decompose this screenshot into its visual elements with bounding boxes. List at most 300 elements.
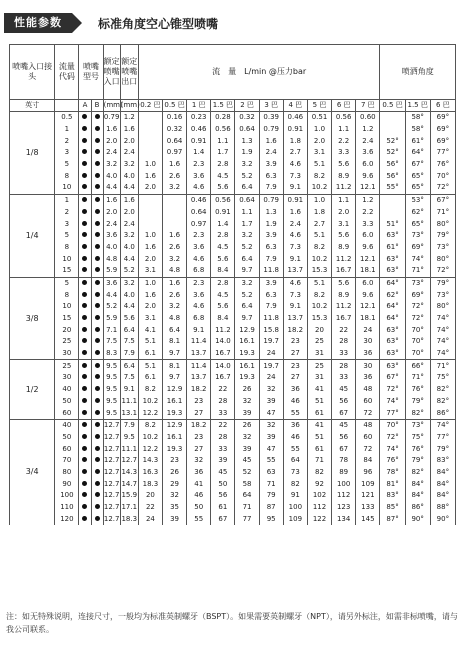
model-cell — [79, 372, 91, 384]
flow-code: 8 — [55, 289, 79, 301]
spray-angle: 73° — [405, 230, 430, 242]
flow-code: 30 — [55, 348, 79, 360]
flow-code: 60 — [55, 443, 79, 455]
flow-code: 5 — [55, 159, 79, 171]
flow-value — [138, 124, 162, 136]
table-row — [10, 372, 456, 384]
table-row — [10, 277, 456, 289]
flow-value — [138, 147, 162, 159]
flow-code: 90 — [55, 478, 79, 490]
flow-value: 77 — [235, 513, 259, 525]
spray-angle: 80° — [430, 301, 455, 313]
table-row — [10, 124, 456, 136]
flow-value: 1.3 — [259, 207, 283, 219]
flow-value: 3.2 — [235, 159, 259, 171]
spray-angle: 75° — [430, 372, 455, 384]
flow-value: 1.8 — [307, 207, 331, 219]
flow-value: 9.1 — [283, 253, 307, 265]
flow-value: 2.2 — [356, 207, 380, 219]
flow-value: 5.6 — [332, 277, 356, 289]
flow-value: 67 — [332, 443, 356, 455]
flow-value: 6.8 — [187, 265, 211, 277]
flow-value: 5.1 — [307, 230, 331, 242]
available-dot-icon — [82, 267, 87, 272]
model-cell — [91, 182, 103, 194]
flow-value: 16.1 — [235, 360, 259, 372]
flow-value: 28 — [211, 396, 235, 408]
flow-value: 41 — [307, 384, 331, 396]
table-row — [10, 147, 456, 159]
model-cell — [91, 372, 103, 384]
available-dot-icon — [95, 244, 100, 249]
model-cell — [91, 147, 103, 159]
flow-value: 1.0 — [307, 194, 331, 206]
flow-value: 73 — [283, 467, 307, 479]
pressure-header: 1 巴 — [187, 100, 211, 112]
flow-value: 2.3 — [187, 159, 211, 171]
flow-value: 11.2 — [332, 253, 356, 265]
flow-value: 6.1 — [138, 348, 162, 360]
flow-value: 133 — [356, 502, 380, 514]
flow-value: 95 — [259, 513, 283, 525]
model-cell — [79, 135, 91, 147]
flow-value — [162, 207, 186, 219]
inlet-diameter: 2.4 — [103, 147, 120, 159]
spray-angle: 90° — [405, 513, 430, 525]
table-row — [10, 313, 456, 325]
available-dot-icon — [82, 374, 87, 379]
flow-value: 12.9 — [162, 419, 186, 431]
available-dot-icon — [82, 492, 87, 497]
outlet-diameter: 1.6 — [120, 194, 138, 206]
flow-value: 3.9 — [259, 277, 283, 289]
spray-angle: 73° — [405, 419, 430, 431]
pressure-header: 6 巴 — [332, 100, 356, 112]
flow-value: 14.0 — [211, 360, 235, 372]
flow-value: 5.1 — [138, 360, 162, 372]
inlet-diameter: 9.5 — [103, 407, 120, 419]
flow-value: 50 — [187, 502, 211, 514]
flow-value: 32 — [187, 455, 211, 467]
spray-angle: 84° — [430, 478, 455, 490]
flow-value: 2.0 — [138, 182, 162, 194]
flow-value: 112 — [307, 502, 331, 514]
spray-angle — [380, 124, 405, 136]
spray-angle: 74° — [430, 348, 455, 360]
flow-value: 8.9 — [332, 170, 356, 182]
spray-angle: 51° — [380, 218, 405, 230]
flow-value: 13.7 — [283, 265, 307, 277]
flow-value: 0.16 — [162, 112, 186, 124]
flow-value: 55 — [283, 407, 307, 419]
spray-angle: 65° — [405, 182, 430, 194]
flow-value: 1.0 — [138, 159, 162, 171]
flow-value: 33 — [211, 443, 235, 455]
col-flow-code: 流量代码 — [55, 45, 79, 100]
flow-value: 31 — [307, 348, 331, 360]
flow-value: 3.6 — [356, 147, 380, 159]
inlet-diameter: 2.0 — [103, 207, 120, 219]
flow-value: 16.7 — [211, 348, 235, 360]
available-dot-icon — [95, 363, 100, 368]
flow-value: 7.9 — [259, 182, 283, 194]
flow-value: 5.2 — [235, 289, 259, 301]
flow-value: 6.0 — [356, 230, 380, 242]
available-dot-icon — [95, 126, 100, 131]
badge-arrow-icon — [72, 13, 82, 33]
flow-value: 39 — [259, 432, 283, 444]
flow-value: 35 — [162, 502, 186, 514]
spray-angle: 55° — [380, 182, 405, 194]
flow-value: 2.6 — [162, 242, 186, 254]
flow-value: 16.3 — [138, 467, 162, 479]
model-cell — [79, 182, 91, 194]
flow-value: 2.0 — [332, 207, 356, 219]
spray-angle: 80° — [430, 218, 455, 230]
table-row — [10, 289, 456, 301]
flow-value: 0.64 — [162, 135, 186, 147]
table-row — [10, 230, 456, 242]
flow-value: 2.6 — [162, 289, 186, 301]
inlet-size: 3/4 — [10, 419, 55, 525]
flow-value: 3.1 — [332, 218, 356, 230]
model-cell — [91, 194, 103, 206]
model-cell — [91, 419, 103, 431]
flow-code: 10 — [55, 301, 79, 313]
flow-value: 10.2 — [307, 253, 331, 265]
flow-value: 2.2 — [332, 135, 356, 147]
footnote: 注：如无特殊说明，连接尺寸，一般均为标准英制螺牙（BSPT）。如果需要英制螺牙（NPT），请另外标注，如需非标喷嘴，请与我公司联系。 — [6, 612, 458, 634]
spray-angle: 67° — [405, 159, 430, 171]
flow-value: 15.3 — [307, 313, 331, 325]
flow-value: 0.91 — [211, 207, 235, 219]
flow-value: 1.6 — [162, 230, 186, 242]
table-row — [10, 159, 456, 171]
available-dot-icon — [82, 303, 87, 308]
flow-value: 8.9 — [332, 242, 356, 254]
flow-value: 8.9 — [332, 289, 356, 301]
flow-code: 3 — [55, 218, 79, 230]
flow-value: 51 — [307, 396, 331, 408]
spray-angle: 63° — [380, 360, 405, 372]
flow-value: 18.2 — [187, 419, 211, 431]
flow-value: 3.2 — [162, 253, 186, 265]
flow-value: 3.3 — [356, 218, 380, 230]
flow-value: 9.6 — [356, 242, 380, 254]
flow-value: 20 — [138, 490, 162, 502]
table-row — [10, 324, 456, 336]
flow-value: 1.7 — [211, 147, 235, 159]
flow-value: 45 — [332, 384, 356, 396]
flow-value: 28 — [332, 336, 356, 348]
model-cell — [91, 360, 103, 372]
model-cell — [91, 455, 103, 467]
flow-value: 16.7 — [332, 265, 356, 277]
flow-value: 4.8 — [162, 265, 186, 277]
inlet-diameter: 3.2 — [103, 159, 120, 171]
spray-angle: 72° — [430, 265, 455, 277]
pressure-header: 1.5 巴 — [211, 100, 235, 112]
spray-angle: 63° — [380, 348, 405, 360]
flow-value: 3.1 — [307, 147, 331, 159]
model-cell — [91, 348, 103, 360]
available-dot-icon — [82, 434, 87, 439]
flow-value: 13.7 — [283, 313, 307, 325]
flow-value: 8.2 — [138, 419, 162, 431]
model-cell — [79, 490, 91, 502]
flow-value: 0.79 — [259, 124, 283, 136]
flow-value: 6.4 — [235, 182, 259, 194]
model-cell — [91, 396, 103, 408]
spray-angle: 72° — [380, 432, 405, 444]
flow-value: 0.32 — [235, 112, 259, 124]
spray-angle: 74° — [405, 253, 430, 265]
flow-value: 87 — [259, 502, 283, 514]
flow-value: 1.3 — [235, 135, 259, 147]
spray-angle: 76° — [405, 384, 430, 396]
flow-code: 80 — [55, 467, 79, 479]
flow-value: 31 — [307, 372, 331, 384]
flow-value: 29 — [162, 478, 186, 490]
flow-value: 9.1 — [283, 182, 307, 194]
spray-angle: 63° — [380, 336, 405, 348]
flow-value: 32 — [259, 384, 283, 396]
spray-angle: 76° — [430, 159, 455, 171]
unit-inch: 英寸 — [10, 100, 55, 112]
spray-angle: 71° — [405, 372, 430, 384]
spray-angle: 52° — [380, 135, 405, 147]
available-dot-icon — [82, 114, 87, 119]
flow-value: 1.1 — [211, 135, 235, 147]
inlet-diameter: 12.7 — [103, 513, 120, 525]
flow-value: 48 — [356, 384, 380, 396]
spray-angle: 70° — [405, 348, 430, 360]
table-row — [10, 218, 456, 230]
flow-value: 50 — [211, 478, 235, 490]
section-badge: 性能参数 — [4, 13, 72, 33]
spray-angle: 70° — [380, 419, 405, 431]
model-cell — [79, 194, 91, 206]
flow-value: 0.32 — [162, 124, 186, 136]
flow-value: 33 — [211, 407, 235, 419]
flow-code: 15 — [55, 313, 79, 325]
model-cell — [79, 432, 91, 444]
spray-angle: 58° — [405, 112, 430, 124]
flow-code: 3 — [55, 147, 79, 159]
col-flow-group: 流 量 L/min @压力bar — [138, 45, 380, 100]
table-row — [10, 194, 456, 206]
flow-value: 72 — [356, 443, 380, 455]
flow-value: 0.46 — [187, 194, 211, 206]
col-inlet: 喷嘴入口接头 — [10, 45, 55, 100]
outlet-diameter: 14.7 — [120, 478, 138, 490]
flow-value: 0.91 — [283, 194, 307, 206]
available-dot-icon — [82, 232, 87, 237]
model-cell — [91, 301, 103, 313]
spray-angle: 81° — [380, 478, 405, 490]
spray-angle: 70° — [430, 170, 455, 182]
spray-angle: 69° — [430, 112, 455, 124]
inlet-diameter: 3.6 — [103, 230, 120, 242]
flow-code: 15 — [55, 265, 79, 277]
available-dot-icon — [95, 292, 100, 297]
flow-value: 22 — [211, 419, 235, 431]
flow-value — [162, 194, 186, 206]
flow-value: 41 — [307, 419, 331, 431]
flow-value: 0.64 — [235, 194, 259, 206]
table-row — [10, 301, 456, 313]
model-cell — [79, 324, 91, 336]
flow-value: 63 — [259, 467, 283, 479]
model-cell — [91, 265, 103, 277]
flow-value: 0.97 — [162, 147, 186, 159]
header-row — [10, 45, 456, 100]
flow-value: 100 — [283, 502, 307, 514]
flow-value: 12.2 — [138, 407, 162, 419]
table-row — [10, 253, 456, 265]
model-cell — [79, 147, 91, 159]
flow-code: 70 — [55, 455, 79, 467]
outlet-diameter: 4.4 — [120, 182, 138, 194]
available-dot-icon — [82, 504, 87, 509]
spray-angle: 71° — [430, 207, 455, 219]
outlet-diameter: 4.4 — [120, 253, 138, 265]
table-row — [10, 502, 456, 514]
flow-value: 30 — [356, 360, 380, 372]
flow-value: 27 — [283, 348, 307, 360]
available-dot-icon — [95, 327, 100, 332]
flow-value: 5.1 — [307, 159, 331, 171]
available-dot-icon — [82, 446, 87, 451]
pressure-header: 4 巴 — [283, 100, 307, 112]
available-dot-icon — [82, 149, 87, 154]
flow-value: 18.2 — [187, 384, 211, 396]
flow-value: 19.3 — [162, 443, 186, 455]
available-dot-icon — [95, 338, 100, 343]
spray-angle: 82° — [430, 396, 455, 408]
model-a-label: A — [79, 100, 91, 112]
flow-value: 3.9 — [259, 159, 283, 171]
flow-value: 0.56 — [211, 194, 235, 206]
flow-value: 5.6 — [211, 253, 235, 265]
flow-value: 5.6 — [332, 230, 356, 242]
available-dot-icon — [82, 410, 87, 415]
flow-value: 2.6 — [162, 170, 186, 182]
flow-value: 0.64 — [235, 124, 259, 136]
model-cell — [91, 467, 103, 479]
flow-value: 10.2 — [307, 182, 331, 194]
flow-value: 71 — [259, 478, 283, 490]
flow-value: 39 — [259, 396, 283, 408]
flow-value: 2.0 — [307, 135, 331, 147]
outlet-diameter: 7.9 — [120, 419, 138, 431]
model-cell — [79, 301, 91, 313]
flow-value: 10.2 — [138, 396, 162, 408]
flow-value: 6.4 — [162, 324, 186, 336]
model-cell — [91, 478, 103, 490]
flow-value: 5.1 — [138, 336, 162, 348]
spray-angle: 64° — [380, 313, 405, 325]
flow-value: 22 — [211, 384, 235, 396]
available-dot-icon — [95, 114, 100, 119]
flow-value: 3.6 — [187, 242, 211, 254]
spray-angle: 72° — [430, 182, 455, 194]
flow-value: 6.0 — [356, 277, 380, 289]
flow-value: 24 — [259, 372, 283, 384]
flow-value: 2.4 — [283, 218, 307, 230]
flow-value: 109 — [356, 478, 380, 490]
spray-angle: 84° — [405, 490, 430, 502]
available-dot-icon — [82, 173, 87, 178]
flow-value: 11.4 — [187, 336, 211, 348]
flow-value: 24 — [356, 324, 380, 336]
outlet-diameter: 2.4 — [120, 147, 138, 159]
available-dot-icon — [82, 184, 87, 189]
flow-value: 52 — [235, 467, 259, 479]
pressure-header: 2 巴 — [235, 100, 259, 112]
model-cell — [91, 289, 103, 301]
outlet-diameter: 3.2 — [120, 159, 138, 171]
spray-angle: 74° — [380, 396, 405, 408]
flow-value: 0.97 — [187, 218, 211, 230]
flow-value: 0.23 — [187, 112, 211, 124]
inlet-diameter: 5.9 — [103, 265, 120, 277]
available-dot-icon — [95, 161, 100, 166]
flow-value: 36 — [283, 384, 307, 396]
pressure-header: 0.2 巴 — [138, 100, 162, 112]
flow-value: 2.0 — [138, 301, 162, 313]
flow-value: 79 — [259, 490, 283, 502]
model-cell — [79, 384, 91, 396]
flow-value: 56 — [332, 396, 356, 408]
flow-value: 3.2 — [235, 230, 259, 242]
flow-value: 9.6 — [356, 170, 380, 182]
inlet-diameter: 4.8 — [103, 253, 120, 265]
spray-angle: 61° — [380, 242, 405, 254]
flow-value: 7.9 — [259, 301, 283, 313]
flow-value: 19.7 — [259, 360, 283, 372]
table-row — [10, 135, 456, 147]
flow-value: 13.7 — [187, 372, 211, 384]
flow-value: 36 — [283, 419, 307, 431]
outlet-diameter: 2.0 — [120, 207, 138, 219]
flow-value: 0.46 — [283, 112, 307, 124]
available-dot-icon — [95, 422, 100, 427]
flow-value: 1.9 — [235, 147, 259, 159]
model-cell — [91, 384, 103, 396]
pressure-header: 5 巴 — [307, 100, 331, 112]
model-cell — [91, 324, 103, 336]
flow-value: 64 — [235, 490, 259, 502]
flow-code: 8 — [55, 170, 79, 182]
model-cell — [91, 124, 103, 136]
spray-angle: 76° — [405, 443, 430, 455]
flow-value: 60 — [356, 396, 380, 408]
flow-value: 45 — [235, 455, 259, 467]
flow-value: 1.6 — [138, 289, 162, 301]
flow-value — [138, 218, 162, 230]
table-row — [10, 207, 456, 219]
available-dot-icon — [82, 422, 87, 427]
flow-value: 14.0 — [211, 336, 235, 348]
outlet-diameter: 6.4 — [120, 324, 138, 336]
inlet-diameter: 12.7 — [103, 490, 120, 502]
flow-value: 19.3 — [162, 407, 186, 419]
flow-value: 6.4 — [235, 253, 259, 265]
inlet-diameter: 12.7 — [103, 419, 120, 431]
flow-value: 0.51 — [307, 112, 331, 124]
unit-mm-inlet: (mm) — [103, 100, 120, 112]
